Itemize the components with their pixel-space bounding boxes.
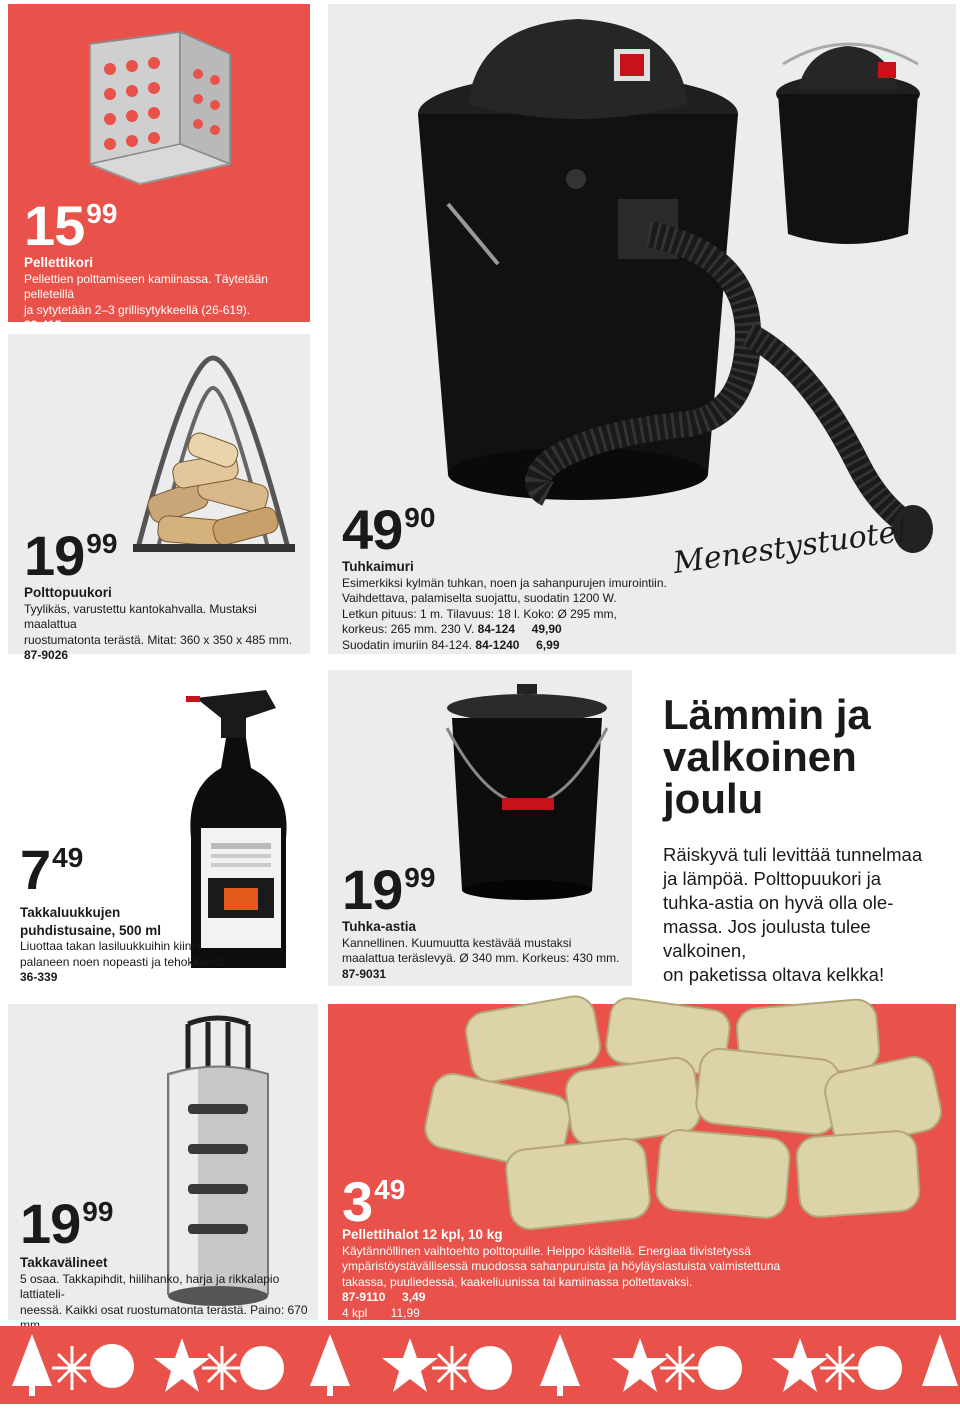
log-basket-image <box>118 348 308 568</box>
christmas-ornaments-icon <box>0 1326 960 1404</box>
price-tuhkaimuri <box>342 498 436 561</box>
price-integer: 3 <box>342 1170 373 1233</box>
product-desc-line: Vaihdettava, palamiselta suojattu, suodatin 1200 W. <box>342 591 617 606</box>
price-polttopuukori <box>24 524 118 587</box>
product-desc-line: Liuottaa takan lasiluukkuihin kiinni <box>20 939 201 954</box>
panel-polttopuukori <box>8 334 310 663</box>
product-code: 87-9026 <box>24 648 69 663</box>
panel-puhdistusaine <box>8 668 318 984</box>
info-pellettihalot <box>342 1226 782 1322</box>
price-decimal: 49 <box>374 1174 406 1205</box>
product-title: Pellettikori <box>24 255 94 270</box>
promo-heading-line: joulu <box>663 775 764 822</box>
price-decimal: 90 <box>404 502 436 533</box>
product-code: 84-1240 6,99 <box>475 637 560 652</box>
price-integer: 7 <box>20 838 51 901</box>
product-desc-line: Esimerkiksi kylmän tuhkan, noen ja sahanpurujen imurointiin. <box>342 575 667 590</box>
product-desc-line: neessä. Kaikki osat ruostumatonta terästä. Paino: 670 <box>20 1302 308 1317</box>
info-puhdistusaine <box>20 904 310 986</box>
footer-decoration <box>0 1326 960 1404</box>
product-desc-line: Pellettien polttamiseen kamiinassa. Täytetään pelleteillä <box>24 271 268 302</box>
product-title: Pellettihalot 12 kpl, 10 kg <box>342 1227 503 1242</box>
product-desc-line: takassa, puuliedessä, kaakeliuunissa tai kamiinassa poltettavaksi. <box>342 1274 693 1289</box>
promo-body <box>663 843 953 987</box>
product-desc-line: palaneen noen nopeasti ja tehokkaasti. <box>20 954 229 969</box>
product-desc-line: Kannellinen. Kuumuutta kestävää mustaksi <box>342 935 572 950</box>
promo-body-line: massa. Jos joulusta tulee valkoinen, <box>663 916 871 961</box>
product-code: 87-9031 <box>342 966 387 981</box>
price-decimal: 99 <box>86 528 118 559</box>
ash-bucket-image <box>432 680 622 910</box>
product-desc-line: korkeus: 265 mm. 230 V. <box>342 622 478 637</box>
product-desc-line: maalattua teräslevyä. Ø 340 mm. Korkeus: 430 mm. <box>342 951 620 966</box>
product-title: Takkavälineet <box>20 1255 108 1270</box>
price-decimal: 49 <box>52 842 84 873</box>
pellet-basket-image <box>70 14 250 194</box>
info-tuhka-astia <box>342 918 627 982</box>
price-pellettikori <box>24 194 118 257</box>
bestseller-badge: Menestystuote! <box>671 513 911 581</box>
product-code: 87-9110 3,49 <box>342 1290 426 1305</box>
info-polttopuukori <box>24 584 309 664</box>
pellet-logs-image <box>408 1004 948 1234</box>
ash-vacuum-image <box>388 4 948 564</box>
panel-pellettikori <box>8 4 310 333</box>
product-desc-line: 5 osaa. Takkapihdit, hiilihanko, harja ja rikkalapio lattiateli- <box>20 1271 280 1302</box>
product-code: 84-124 49,90 <box>477 622 562 637</box>
info-tuhkaimuri <box>342 558 672 654</box>
product-desc-line: ruostumatonta terästä. Mitat: 360 x 350 x 485 mm. <box>24 632 293 647</box>
promo-heading-line: Lämmin ja <box>663 691 871 738</box>
price-decimal: 99 <box>404 862 436 893</box>
price-puhdistusaine <box>20 838 84 901</box>
product-desc-line: ympäristöystävällisessä muodossa sahanpuruista ja höyläyslastuista valmistettuna <box>342 1259 781 1274</box>
price-takkavalineet <box>20 1192 114 1255</box>
panel-tuhkaimuri <box>328 4 956 654</box>
promo-heading-line: valkoinen <box>663 733 857 780</box>
product-desc-line: Käytännöllinen vaihtoehto polttopuille. Helppo käsitellä. Energiaa tiivistetyssä <box>342 1243 751 1258</box>
product-code: 4 kpl 11,99 <box>342 1305 420 1320</box>
product-desc-line: Suodatin imuriin 84-124. <box>342 637 476 652</box>
promo-heading <box>663 691 871 822</box>
price-integer: 19 <box>20 1192 81 1255</box>
info-pellettikori <box>24 254 309 334</box>
product-desc-line: Letkun pituus: 1 m. Tilavuus: 18 l. Koko: Ø 295 mm, <box>342 606 617 621</box>
panel-pellettihalot <box>328 1004 956 1320</box>
product-code: 36-339 <box>20 970 58 985</box>
price-decimal: 99 <box>82 1196 114 1227</box>
product-desc-line: Tyylikäs, varustettu kantokahvalla. Mustaksi maalattua <box>24 601 257 632</box>
product-title: Tuhka-astia <box>342 919 417 934</box>
panel-tuhka-astia <box>328 670 632 986</box>
promo-body-line: ja lämpöä. Polttopuukori ja <box>663 868 882 889</box>
price-pellettihalot <box>342 1170 406 1233</box>
product-title: puhdistusaine, 500 ml <box>20 922 162 938</box>
promo-body-line: on paketissa oltava kelkka! <box>663 964 885 985</box>
price-integer: 15 <box>24 194 85 257</box>
panel-takkavalineet <box>8 1004 318 1320</box>
product-title: Takkaluukkujen <box>20 905 121 920</box>
product-title: Tuhkaimuri <box>342 559 414 574</box>
promo-body-line: tuhka-astia on hyvä olla ole- <box>663 892 894 913</box>
promo-body-line: Räiskyvä tuli levittää tunnelmaa <box>663 844 923 865</box>
product-code: 88-415 <box>24 318 62 333</box>
product-title: Polttopuukori <box>24 585 112 600</box>
price-integer: 19 <box>24 524 85 587</box>
price-integer: 19 <box>342 858 403 921</box>
price-decimal: 99 <box>86 198 118 229</box>
price-integer: 49 <box>342 498 403 561</box>
product-desc-line: ja sytytetään 2–3 grillisytykkeellä (26-619). <box>24 302 251 317</box>
price-tuhka-astia <box>342 858 436 921</box>
